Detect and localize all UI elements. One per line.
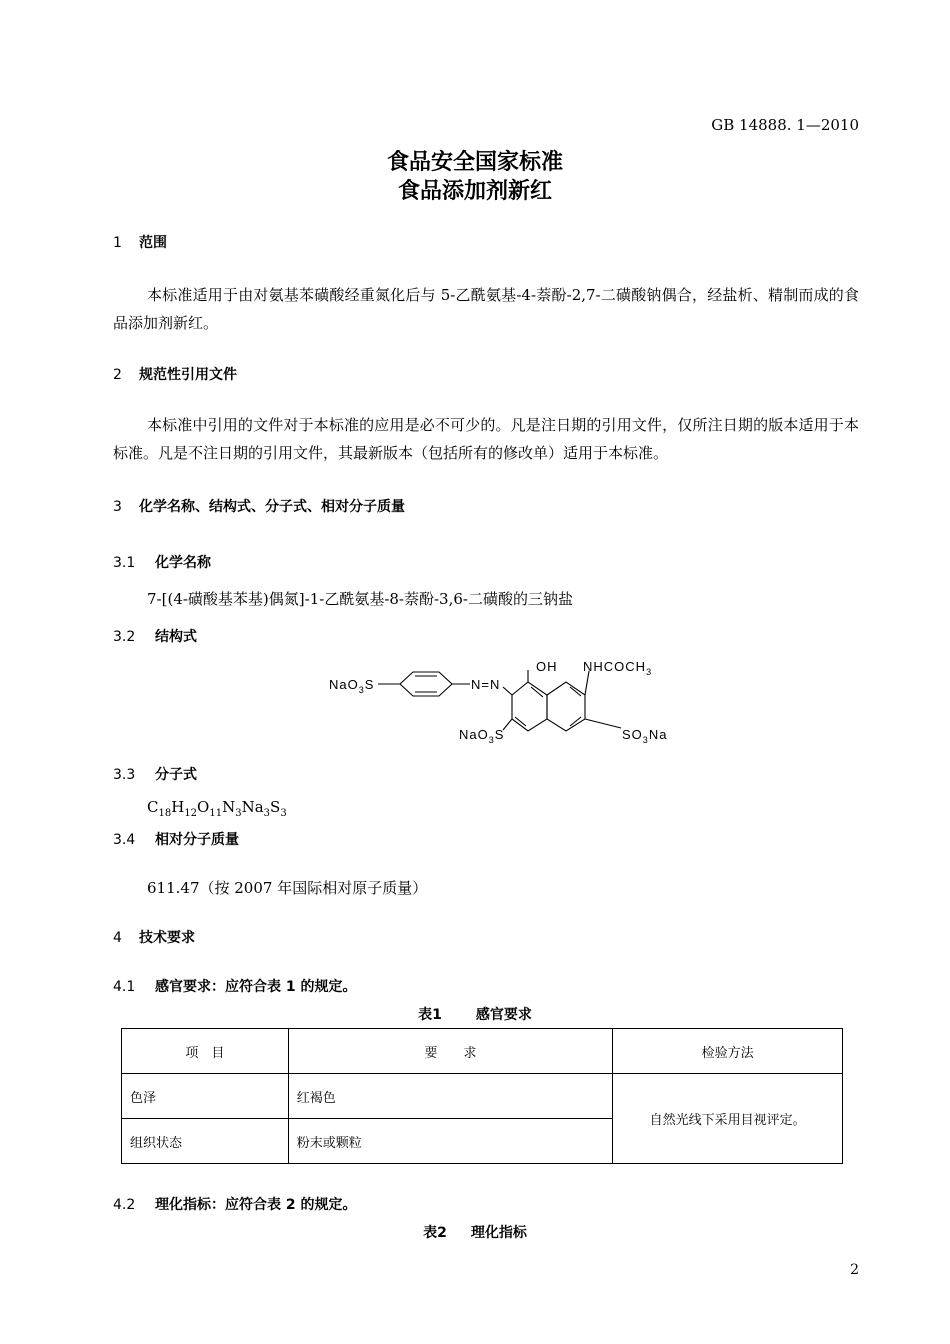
method-cell: 自然光线下采用目视评定。 (613, 1074, 843, 1164)
formula-element: S (270, 798, 281, 816)
acetamido-label: $NHCOCH_3$ (583, 659, 653, 677)
section-number: 4.1 (113, 979, 136, 995)
table-2-caption (0, 1222, 950, 1242)
formula-count: 11 (209, 808, 223, 819)
table-title: 感官要求 (475, 1007, 532, 1023)
section-title: 感官要求：应符合表 1 的规定。 (155, 979, 357, 995)
section-title: 分子式 (155, 767, 197, 783)
column-header-item: 项 目 (122, 1029, 289, 1074)
formula-count: 18 (158, 808, 172, 819)
section-3-2-heading (113, 626, 197, 646)
section-4-2-heading (113, 1194, 357, 1214)
section-4-heading (113, 927, 195, 947)
section-4-1-heading (113, 976, 357, 996)
section-title: 化学名称、结构式、分子式、相对分子质量 (139, 499, 405, 515)
requirement-cell: 粉末或颗粒 (288, 1119, 613, 1164)
section-3-heading (113, 496, 405, 516)
column-header-method: 检验方法 (613, 1029, 843, 1074)
sensory-requirements-table (121, 1028, 843, 1164)
bottom-left-sulfonate-label: NaO$_3$S (459, 727, 505, 745)
section-2-heading (113, 364, 237, 384)
formula-element: C (147, 798, 159, 816)
bottom-right-sulfonate-label: $SO_3Na$ (622, 727, 668, 745)
section-number: 3.2 (113, 629, 136, 645)
table-number: 表2 (423, 1225, 447, 1241)
section-number: 2 (113, 367, 122, 383)
section-number: 4.2 (113, 1197, 136, 1213)
hydroxyl-label: OH (536, 659, 558, 674)
item-cell: 色泽 (122, 1074, 289, 1119)
section-3-1-heading (113, 552, 211, 572)
formula-element: N (222, 798, 236, 816)
formula-count: 3 (280, 808, 287, 819)
table-title: 理化指标 (470, 1225, 527, 1241)
section-title: 技术要求 (139, 930, 195, 946)
document-title: 食品安全国家标准 (386, 150, 563, 175)
section-1-text: 本标准适用于由对氨基苯磺酸经重氮化后与 5-乙酰氨基-4-萘酚-2,7-二磺酸钠偶合，经盐析、精制而成的食品添加剂新红。 (113, 286, 859, 332)
standard-number: GB 14888. 1—2010 (711, 116, 859, 134)
molecular-formula (147, 798, 287, 819)
section-title: 结构式 (155, 629, 197, 645)
section-title: 范围 (139, 235, 167, 251)
structural-formula (325, 650, 685, 755)
section-3-4-heading (113, 829, 239, 849)
formula-count: 3 (235, 808, 242, 819)
section-title: 规范性引用文件 (139, 367, 237, 383)
formula-count: 3 (263, 808, 271, 819)
table-number: 表1 (418, 1007, 442, 1023)
formula-element: O (197, 798, 210, 816)
section-number: 3.1 (113, 555, 136, 571)
column-header-requirement: 要 求 (288, 1029, 613, 1074)
document-subtitle: 食品添加剂新红 (397, 179, 552, 204)
table-1-caption (0, 1004, 950, 1024)
page-number: 2 (850, 1262, 859, 1278)
section-2-text: 本标准中引用的文件对于本标准的应用是必不可少的。凡是注日期的引用文件，仅所注日期的版本适用于本标准。凡是不注日期的引用文件，其最新版本（包括所有的修改单）适用于本标准。 (113, 416, 859, 462)
chemical-name: 7-[(4-磺酸基苯基)偶氮]-1-乙酰氨基-8-萘酚-3,6-二磺酸的三钠盐 (147, 590, 573, 608)
section-number: 3.3 (113, 767, 136, 783)
section-1-heading (113, 232, 167, 252)
table-row (122, 1074, 843, 1119)
formula-element: Na (241, 798, 264, 816)
formula-element: H (171, 798, 185, 816)
table-header-row (122, 1029, 843, 1074)
section-title: 理化指标：应符合表 2 的规定。 (155, 1197, 357, 1213)
section-title: 化学名称 (155, 555, 211, 571)
section-number: 4 (113, 930, 122, 946)
azo-label: N=N (471, 677, 501, 692)
formula-count: 12 (184, 808, 198, 819)
section-number: 3.4 (113, 832, 136, 848)
left-sulfonate-label: NaO$_3$S (329, 677, 375, 695)
molecular-weight: 611.47（按 2007 年国际相对原子质量） (147, 879, 428, 897)
section-number: 3 (113, 499, 122, 515)
section-number: 1 (113, 235, 122, 251)
section-3-3-heading (113, 764, 197, 784)
item-cell: 组织状态 (122, 1119, 289, 1164)
requirement-cell: 红褐色 (288, 1074, 613, 1119)
section-title: 相对分子质量 (155, 832, 239, 848)
